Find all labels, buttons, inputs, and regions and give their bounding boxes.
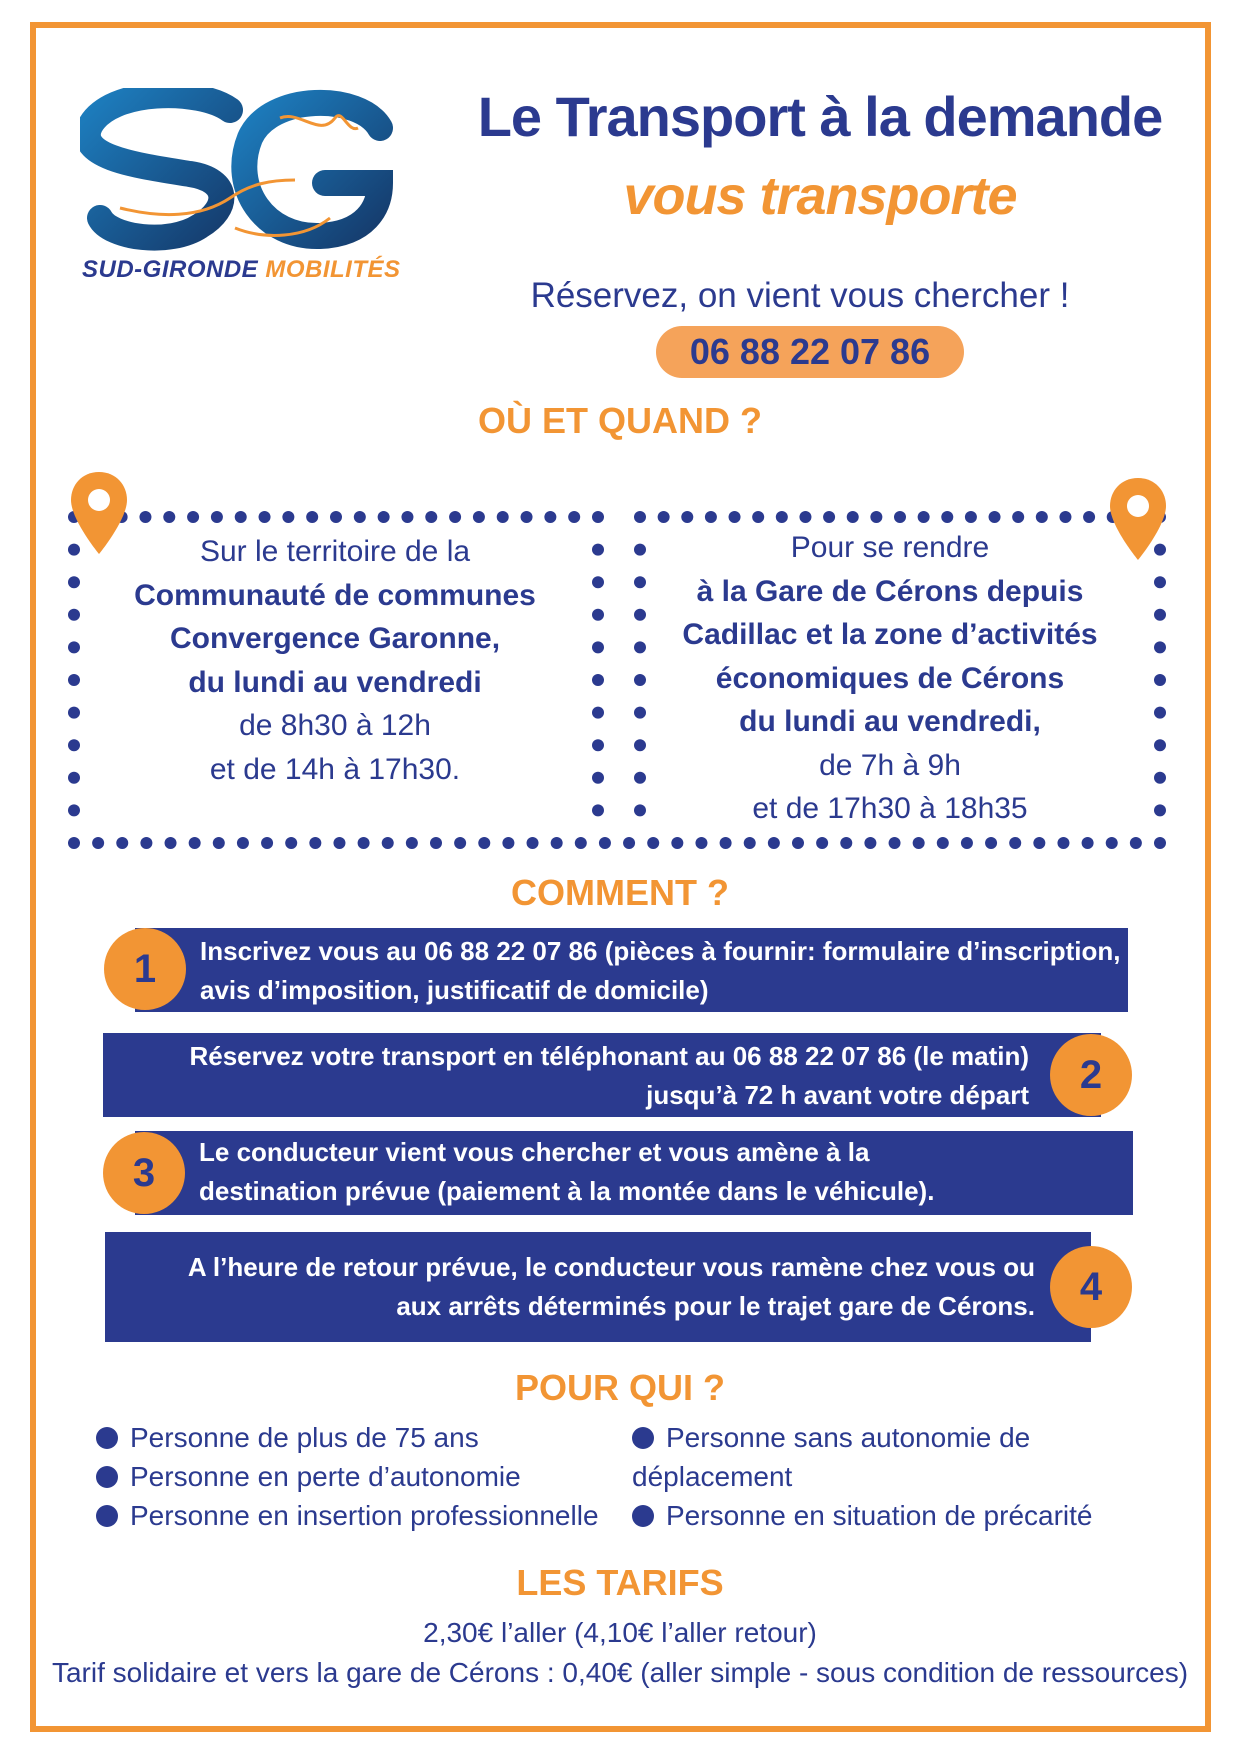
step-3-line2: destination prévue (paiement à la montée dans le véhicule). [199,1176,935,1206]
frame-dot [1009,837,1021,849]
step-number: 2 [1050,1034,1132,1116]
frame-dot [282,511,294,523]
frame-dot [1154,837,1166,849]
zone-right-line: et de 17h30 à 18h35 [752,792,1028,825]
frame-dot [568,511,580,523]
step-2-line2: jusqu’à 72 h avant votre départ [646,1080,1029,1110]
frame-dot [647,837,659,849]
frame-dot [1033,837,1045,849]
frame-dot [1012,511,1024,523]
frame-dot [544,511,556,523]
zone-left-line: Convergence Garonne, [169,622,501,655]
frame-dot [378,511,390,523]
frame-dot [705,511,717,523]
frame-dot [401,511,413,523]
step-1-line2: avis d’imposition, justificatif de domicile) [200,975,709,1005]
audience-list-right [632,1418,1093,1535]
frame-dot [1106,837,1118,849]
frame-dot [744,837,756,849]
frame-dot [497,511,509,523]
frame-dot [592,609,604,621]
frame-dot [237,837,249,849]
step-4-line1: A l’heure de retour prévue, le conducteur vous ramène chez vous ou [187,1252,1035,1282]
frame-dot [68,707,80,719]
frame-dot [382,837,394,849]
step-2-bar [103,1033,1101,1117]
heading-where-when: OÙ ET QUAND ? [478,400,762,441]
frame-dot [235,511,247,523]
frame-dot [330,511,342,523]
frame-dot [163,511,175,523]
frame-dot [354,511,366,523]
frame-dot [68,609,80,621]
bullet-icon [96,1466,118,1488]
frame-dot [634,804,646,816]
frame-dot [261,837,273,849]
frame-dot [1154,674,1166,686]
frame-dot [847,511,859,523]
zone-left-line: du lundi au vendredi [188,665,482,699]
frame-dot [551,837,563,849]
frame-dot [634,707,646,719]
frame-dot [1154,707,1166,719]
step-number: 1 [104,928,186,1010]
frame-dot [592,674,604,686]
page-title: Le Transport à la demande [477,85,1163,148]
frame-dot [430,837,442,849]
step-2-line1: Réservez votre transport en téléphonant au 06 88 22 07 86 (le matin) [189,1041,1029,1071]
zone-right-line: de 7h à 9h [819,748,961,782]
frame-dot [592,511,604,523]
frame-dot [840,837,852,849]
frame-dot [695,837,707,849]
frame-dot [1130,837,1142,849]
frame-dot [592,707,604,719]
frame-dot [165,837,177,849]
phone-badge[interactable]: 06 88 22 07 86 [656,326,964,378]
frame-dot [213,837,225,849]
frame-dot [68,576,80,588]
frame-dot [1154,772,1166,784]
frame-dot [681,511,693,523]
frame-dot [752,511,764,523]
frame-dot [918,511,930,523]
frame-dot [1154,609,1166,621]
frame-dot [333,837,345,849]
heading-for-whom: POUR QUI ? [514,1367,725,1408]
frame-dot [894,511,906,523]
bullet-icon [632,1505,654,1527]
frame-dot [965,511,977,523]
brand-name-part2: MOBILITÉS [265,256,401,283]
heading-how: COMMENT ? [511,872,729,913]
frame-dot [985,837,997,849]
frame-dot [776,511,788,523]
zone-left-line: Communauté de communes [134,578,536,612]
frame-dot [1059,511,1071,523]
list-item: Personne en situation de précarité [632,1496,1093,1535]
frame-dot [889,837,901,849]
frame-dot [1083,511,1095,523]
frame-dot [768,837,780,849]
zone-left-text [105,530,565,791]
frame-dot [623,837,635,849]
frame-dot [634,576,646,588]
frame-dot [870,511,882,523]
frame-dot [1036,511,1048,523]
frame-dot [592,772,604,784]
frame-dot [306,511,318,523]
zone-right-line: économiques de Cérons [715,661,1065,695]
zone-left-line: de 8h30 à 12h [239,709,431,742]
frame-dot [1154,739,1166,751]
frame-dot [671,837,683,849]
frame-dot [720,837,732,849]
list-item: Personne de plus de 75 ans [96,1418,599,1457]
frame-dot [68,739,80,751]
bullet-icon [632,1427,654,1449]
frame-dot [527,837,539,849]
frame-dot [116,837,128,849]
frame-dot [189,837,201,849]
zone-left-line: et de 14h à 17h30. [209,752,461,786]
frame-dot [592,804,604,816]
zone-right-line: à la Gare de Cérons depuis [696,574,1084,608]
frame-dot [187,511,199,523]
frame-dot [502,837,514,849]
brand-name-part1: SUD-GIRONDE [82,256,259,283]
step-number: 3 [103,1132,185,1214]
frame-dot [913,837,925,849]
frame-dot [592,739,604,751]
bullet-icon [96,1505,118,1527]
frame-dot [634,674,646,686]
frame-dot [823,511,835,523]
audience-list-left [96,1418,599,1535]
reserve-text: Réservez, on vient vous chercher ! [530,276,1070,315]
frame-dot [473,511,485,523]
page-subtitle: vous transporte [623,166,1017,226]
zone-right-line: Cadillac et la zone d’activités [682,618,1098,651]
prices-line-2: Tarif solidaire et vers la gare de Cérons : 0,40€ (aller simple - sous condition de ressources) [51,1657,1189,1688]
frame-dot [139,511,151,523]
step-4-line2: aux arrêts déterminés pour le trajet gare de Cérons. [396,1291,1035,1321]
frame-dot [864,837,876,849]
frame-dot [68,674,80,686]
frame-dot [309,837,321,849]
frame-dot [658,511,670,523]
frame-dot [478,837,490,849]
frame-dot [425,511,437,523]
frame-dot [816,837,828,849]
frame-dot [68,772,80,784]
frame-dot [92,837,104,849]
zone-right-text [650,526,1130,831]
frame-dot [599,837,611,849]
frame-dot [1154,641,1166,653]
zone-right-line: Pour se rendre [790,531,990,564]
frame-dot [634,511,646,523]
frame-dot [285,837,297,849]
bullet-icon [96,1427,118,1449]
frame-dot [634,544,646,556]
frame-dot [406,837,418,849]
frame-dot [1154,804,1166,816]
frame-dot [961,837,973,849]
frame-dot [634,772,646,784]
zone-right-line: du lundi au vendredi, [739,705,1041,738]
frame-dot [449,511,461,523]
frame-dot [454,837,466,849]
frame-dot [1057,837,1069,849]
frame-dot [634,609,646,621]
step-3-bar [135,1131,1133,1215]
step-1-line1: Inscrivez vous au 06 88 22 07 86 (pièces à fournir: formulaire d’inscription, [200,936,1121,966]
frame-dot [1082,837,1094,849]
frame-dot [941,511,953,523]
frame-dot [989,511,1001,523]
step-1-bar [135,928,1128,1012]
frame-dot [799,511,811,523]
frame-dot [68,837,80,849]
heading-prices: LES TARIFS [516,1562,724,1603]
frame-dot [634,641,646,653]
list-item: Personne sans autonomie de [632,1418,1093,1457]
frame-dot [729,511,741,523]
step-3-line1: Le conducteur vient vous chercher et vous amène à la [199,1137,870,1167]
frame-dot [1154,576,1166,588]
step-4-bar [105,1232,1091,1342]
frame-dot [140,837,152,849]
frame-dot [358,837,370,849]
list-item: Personne en perte d’autonomie [96,1457,599,1496]
frame-dot [211,511,223,523]
frame-dot [592,576,604,588]
frame-dot [792,837,804,849]
prices-line-1: 2,30€ l’aller (4,10€ l’aller retour) [423,1617,817,1648]
zone-left-line: Sur le territoire de la [199,535,471,568]
frame-dot [259,511,271,523]
step-number: 4 [1050,1246,1132,1328]
frame-dot [68,641,80,653]
frame-dot [937,837,949,849]
list-item-continuation: déplacement [632,1461,793,1492]
list-item: Personne en insertion professionnelle [96,1496,599,1535]
frame-dot [592,544,604,556]
frame-dot [592,641,604,653]
frame-dot [68,804,80,816]
frame-dot [634,739,646,751]
frame-dot [575,837,587,849]
frame-dot [521,511,533,523]
